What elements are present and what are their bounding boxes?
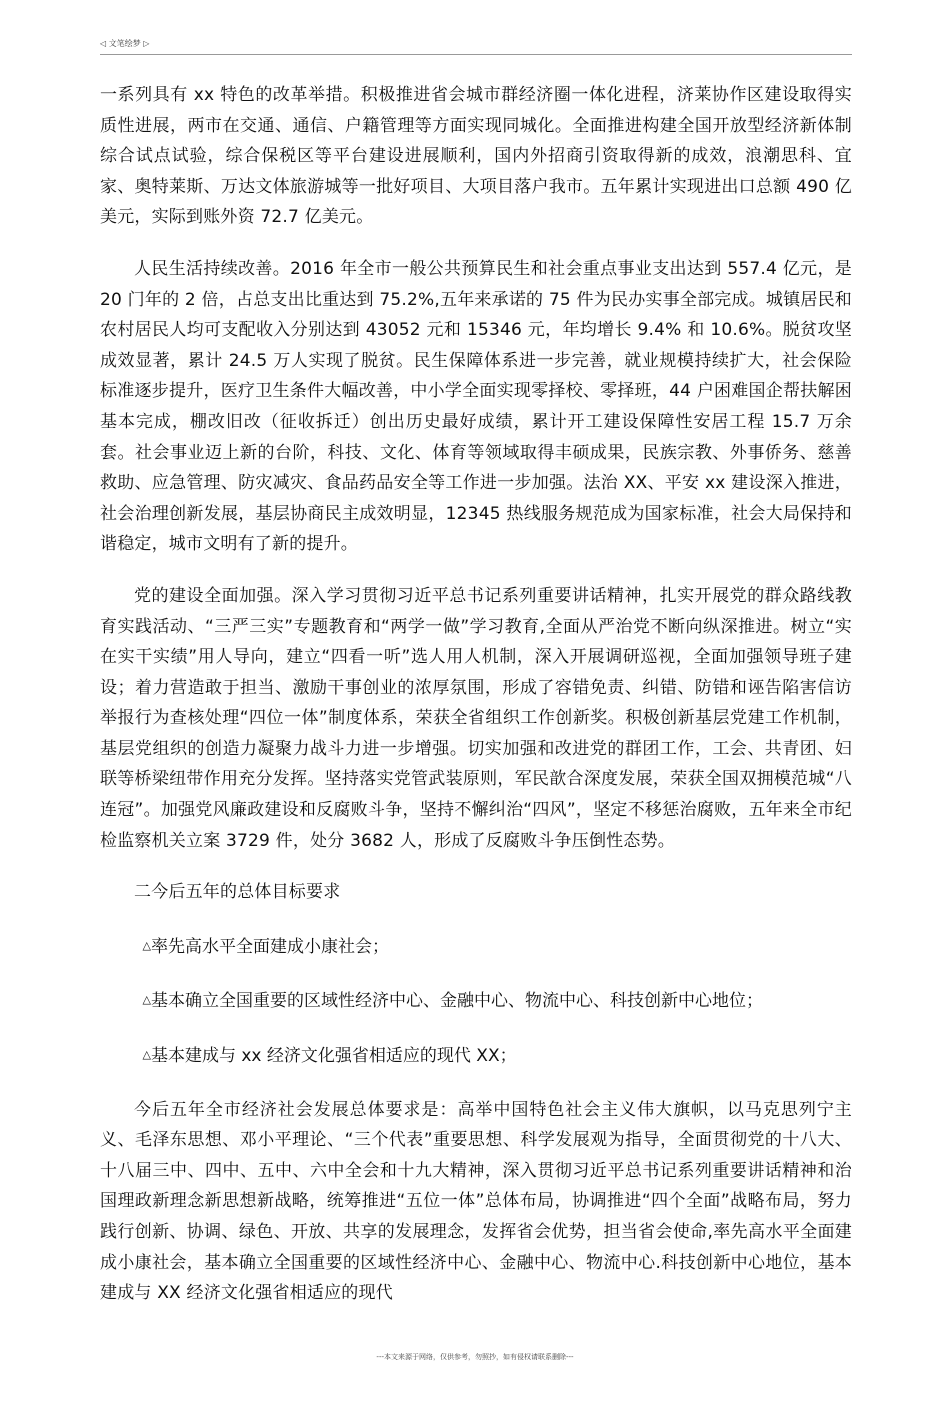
goal-item-3 bbox=[100, 1040, 852, 1072]
triangle-bullet-icon: △ bbox=[142, 1048, 151, 1062]
goal-item-text: 基本确立全国重要的区域性经济中心、金融中心、物流中心、科技创新中心地位； bbox=[150, 991, 763, 1012]
paragraph-livelihood: 人民生活持续改善。2016 年全市一般公共预算民生和社会重点事业支出达到 557.4 亿元，是 20 门年的 2 倍，占总支出比重达到 75.2%,五年来承诺的 75 件为民办实事全部完成。城镇居民和农村居民人均可支配收入分别达到 43052 元和 15346 元，年均增长 9.4% 和 10.6%。脱贫攻坚成效显著，累计 24.5 万人实现了脱贫。民生保障体系进一步完善，就业规模持续扩大，社会保险标准逐步提升，医疗卫生条件大幅改善，中小学全面实现零择校、零择班，44 户困难国企帮扶解困基本完成，棚改旧改（征收拆迁）创出历史最好成绩，累计开工建设保障性安居工程 15.7 万余套。社会事业迈上新的台阶，科技、文化、体育等领域取得丰硕成果，民族宗教、外事侨务、慈善救助、应急管理、防灾减灾、食品药品安全等工作进一步加强。法治 XX、平安 xx 建设深入推进，社会治理创新发展，基层协商民主成效明显，12345 热线服务规范成为国家标准，社会大局保持和谐稳定，城市文明有了新的提升。 bbox=[100, 258, 852, 555]
triangle-bullet-icon: △ bbox=[142, 993, 151, 1007]
paragraph-party-building: 党的建设全面加强。深入学习贯彻习近平总书记系列重要讲话精神，扎实开展党的群众路线教育实践活动、“三严三实”专题教育和“两学一做”学习教育,全面从严治党不断向纵深推进。树立“实在实干实绩”用人导向，建立“四看一听”选人用人机制，深入开展调研巡视，全面加强领导班子建设；着力营造敢于担当、激励干事创业的浓厚氛围，形成了容错免责、纠错、防错和诬告陷害信访举报行为查核处理“四位一体”制度体系，荣获全省组织工作创新奖。积极创新基层党建工作机制，基层党组织的创造力凝聚力战斗力进一步增强。切实加强和改进党的群团工作，工会、共青团、妇联等桥梁纽带作用充分发挥。坚持落实党管武装原则，军民歆合深度发展，荣获全国双拥模范城“八连冠”。加强党风廉政建设和反腐败斗争，坚持不懈纠治“四风”，坚定不移惩治腐败，五年来全市纪检监察机关立案 3729 件，处分 3682 人，形成了反腐败斗争压倒性态势。 bbox=[100, 585, 852, 851]
goal-item-1 bbox=[100, 931, 852, 963]
header-brand-text: ◁ 文笔绘梦 ▷ bbox=[100, 39, 150, 48]
goal-item-text: 基本建成与 xx 经济文化强省相适应的现代 XX； bbox=[150, 1046, 517, 1067]
page-header bbox=[100, 38, 852, 55]
paragraph-reform-measures: 一系列具有 xx 特色的改革举措。积极推进省会城市群经济圈一体化进程，济莱协作区建设取得实质性进展，两市在交通、通信、户籍管理等方面实现同城化。全面推进构建全国开放型经济新体制综合试点试验，综合保税区等平台建设进展顺利，国内外招商引资取得新的成效，浪潮思科、宜家、奥特莱斯、万达文体旅游城等一批好项目、大项目落户我市。五年累计实现进出口总额 490 亿美元，实际到账外资 72.7 亿美元。 bbox=[100, 85, 852, 228]
paragraph-overall-requirements: 今后五年全市经济社会发展总体要求是：高举中国特色社会主义伟大旗帜，以马克思列宁主义、毛泽东思想、邓小平理论、“三个代表”重要思想、科学发展观为指导，全面贯彻党的十八大、十八届三中、四中、五中、六中全会和十九大精神，深入贯彻习近平总书记系列重要讲话精神和治国理政新理念新思想新战略，统筹推进“五位一体”总体布局，协调推进“四个全面”战略布局，努力践行创新、协调、绿色、开放、共享的发展理念，发挥省会优势，担当省会使命,率先高水平全面建成小康社会，基本确立全国重要的区域性经济中心、金融中心、物流中心.科技创新中心地位，基本建成与 XX 经济文化强省相适应的现代 bbox=[100, 1099, 852, 1304]
section-heading: 二今后五年的总体目标要求 bbox=[134, 882, 341, 903]
goal-item-2 bbox=[100, 985, 852, 1017]
page-footer-disclaimer: ---本文来源于网络，仅供参考，勿照抄，如有侵权请联系删除--- bbox=[376, 1353, 574, 1361]
triangle-bullet-icon: △ bbox=[142, 938, 151, 952]
goal-item-text: 率先高水平全面建成小康社会； bbox=[150, 936, 389, 957]
document-body bbox=[100, 80, 852, 1330]
